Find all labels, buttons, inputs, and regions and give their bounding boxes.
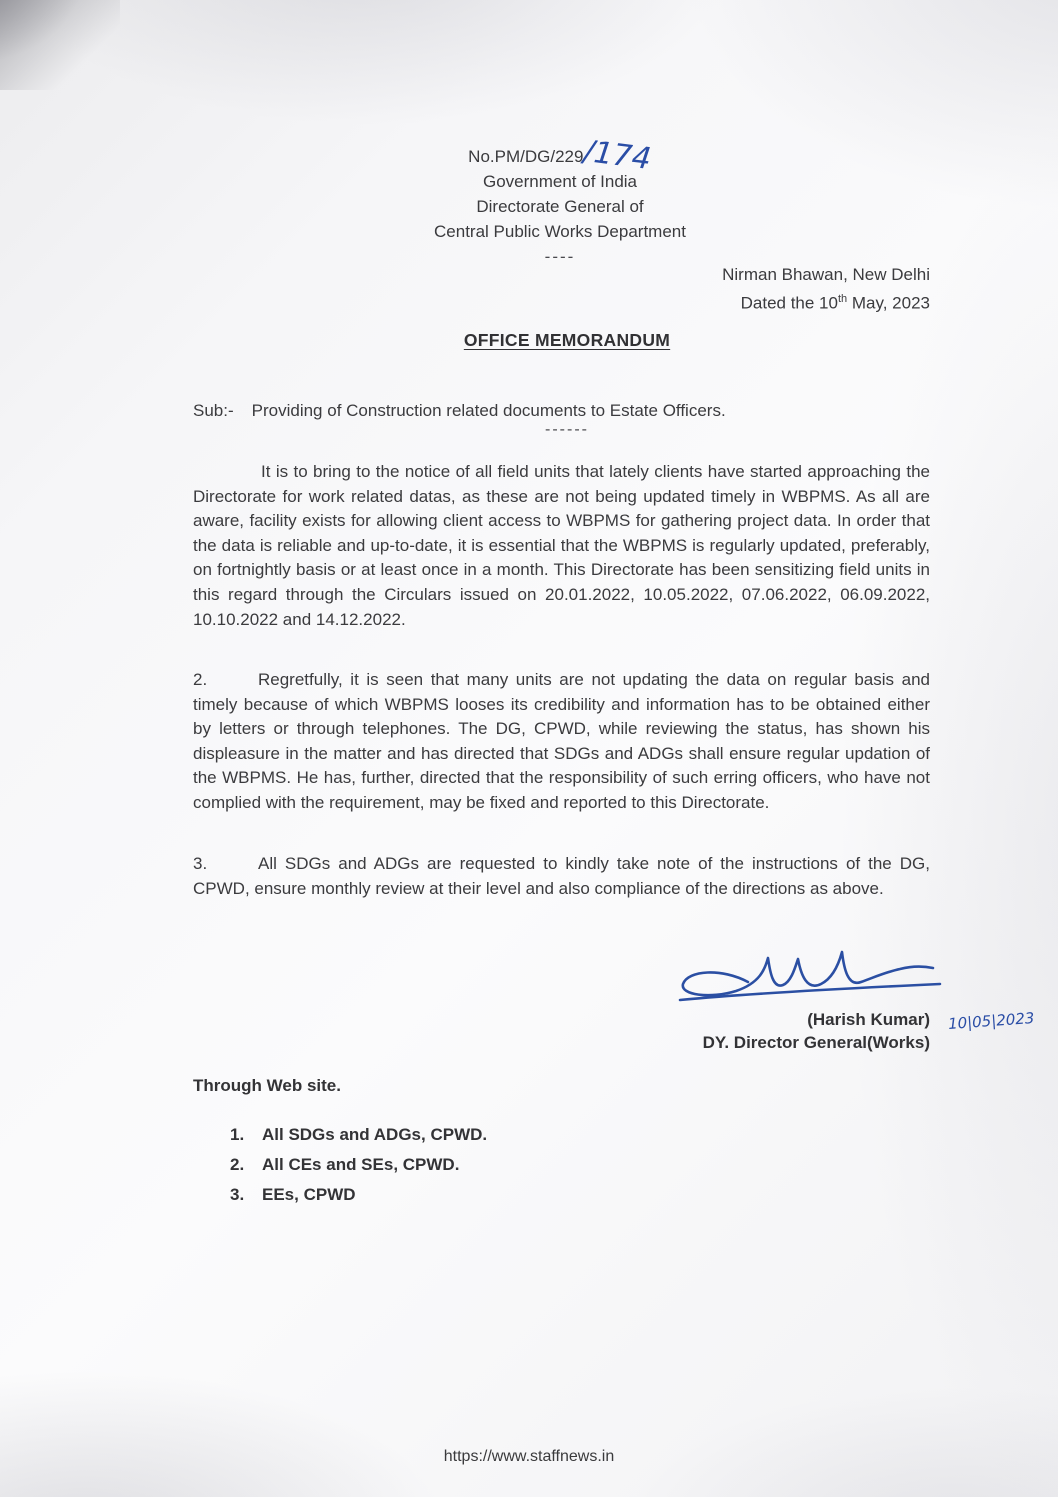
- distribution-item-text: EEs, CPWD: [262, 1185, 356, 1204]
- paragraph-2: [193, 668, 930, 816]
- distribution-list: [230, 1120, 487, 1210]
- org-line-directorate: Directorate General of: [476, 197, 644, 216]
- distribution-item: [230, 1180, 487, 1210]
- date-prefix: Dated the 10: [740, 293, 838, 313]
- subject-separator: ------: [545, 421, 589, 438]
- subject-label: Sub:-: [193, 401, 234, 420]
- footer-url: https://www.staffnews.in: [443, 1448, 615, 1465]
- org-line-government: Government of India: [482, 172, 638, 191]
- org-line-department: Central Public Works Department: [434, 222, 686, 241]
- paragraph-2-number: 2.: [193, 670, 208, 689]
- signatory-name: (Harish Kumar): [807, 1010, 930, 1029]
- signatory-title: DY. Director General(Works): [702, 1033, 930, 1052]
- distribution-item-number: 2.: [230, 1155, 245, 1174]
- paragraph-3-text: All SDGs and ADGs are requested to kindly take note of the instructions of the DG, CPWD, ensure monthly review at their level and also compliance of the directions as above.: [193, 854, 930, 898]
- subject-text: Providing of Construction related documents to Estate Officers.: [251, 401, 726, 420]
- signature-date-handwritten: 10|05|2023: [947, 1009, 1035, 1033]
- date-ordinal-superscript: th: [837, 293, 848, 305]
- distribution-item: [230, 1120, 487, 1150]
- letterhead: [310, 134, 810, 269]
- signature-stroke: [683, 952, 933, 995]
- letterhead-separator: ----: [544, 247, 576, 266]
- subject-line: [193, 398, 953, 423]
- reference-number-printed: No.PM/DG/229: [468, 147, 584, 166]
- reference-number: [310, 134, 810, 177]
- distribution-heading: Through Web site.: [193, 1076, 341, 1095]
- scan-shadow-top-left: [0, 0, 120, 90]
- distribution-item-text: All SDGs and ADGs, CPWD.: [262, 1125, 488, 1144]
- distribution-item-number: 1.: [230, 1125, 245, 1144]
- paragraph-1: It is to bring to the notice of all field units that lately clients have started approaching the Directorate for work related datas, as these are not being updated timely in WBPMS. As all are aware, facility exists for allowing client access to WBPMS for gathering project data. In order that the data is reliable and up-to-date, it is essential that the WBPMS is regularly updated, preferably, on fortnightly basis or at least once in a month. This Directorate has been sensitizing field units in this regard through the Circulars issued on 20.01.2022, 10.05.2022, 07.06.2022, 06.09.2022, 10.10.2022 and 14.12.2022.: [193, 462, 930, 629]
- place-date-block: [530, 262, 930, 316]
- signature-svg: [668, 938, 953, 1016]
- reference-number-handwritten: /174: [582, 134, 654, 177]
- distribution-item: [230, 1150, 487, 1180]
- signature-handwriting: [668, 938, 953, 1016]
- place-line: Nirman Bhawan, New Delhi: [722, 265, 930, 284]
- memo-title: OFFICE MEMORANDUM: [463, 330, 671, 350]
- signatory-block: [560, 1008, 930, 1054]
- paragraph-3: [193, 852, 930, 901]
- paragraph-2-text: Regretfully, it is seen that many units are not updating the data on regular basis and timely because of which WBPMS looses its credibility and information has to be obtained either by letters or through telephones. The DG, CPWD, while reviewing the status, has shown his displeasure in the matter and has directed that SDGs and ADGs shall ensure regular updation of the WBPMS. He has, further, directed that the responsibility of such erring officers, who have not complied with the requirement, may be fixed and reported to this Directorate.: [193, 670, 930, 812]
- paragraph-3-number: 3.: [193, 854, 208, 873]
- distribution-item-text: All CEs and SEs, CPWD.: [262, 1155, 460, 1174]
- date-line: [530, 287, 930, 316]
- signature-underline-stroke: [680, 984, 940, 1000]
- date-suffix: May, 2023: [847, 293, 930, 313]
- distribution-item-number: 3.: [230, 1185, 245, 1204]
